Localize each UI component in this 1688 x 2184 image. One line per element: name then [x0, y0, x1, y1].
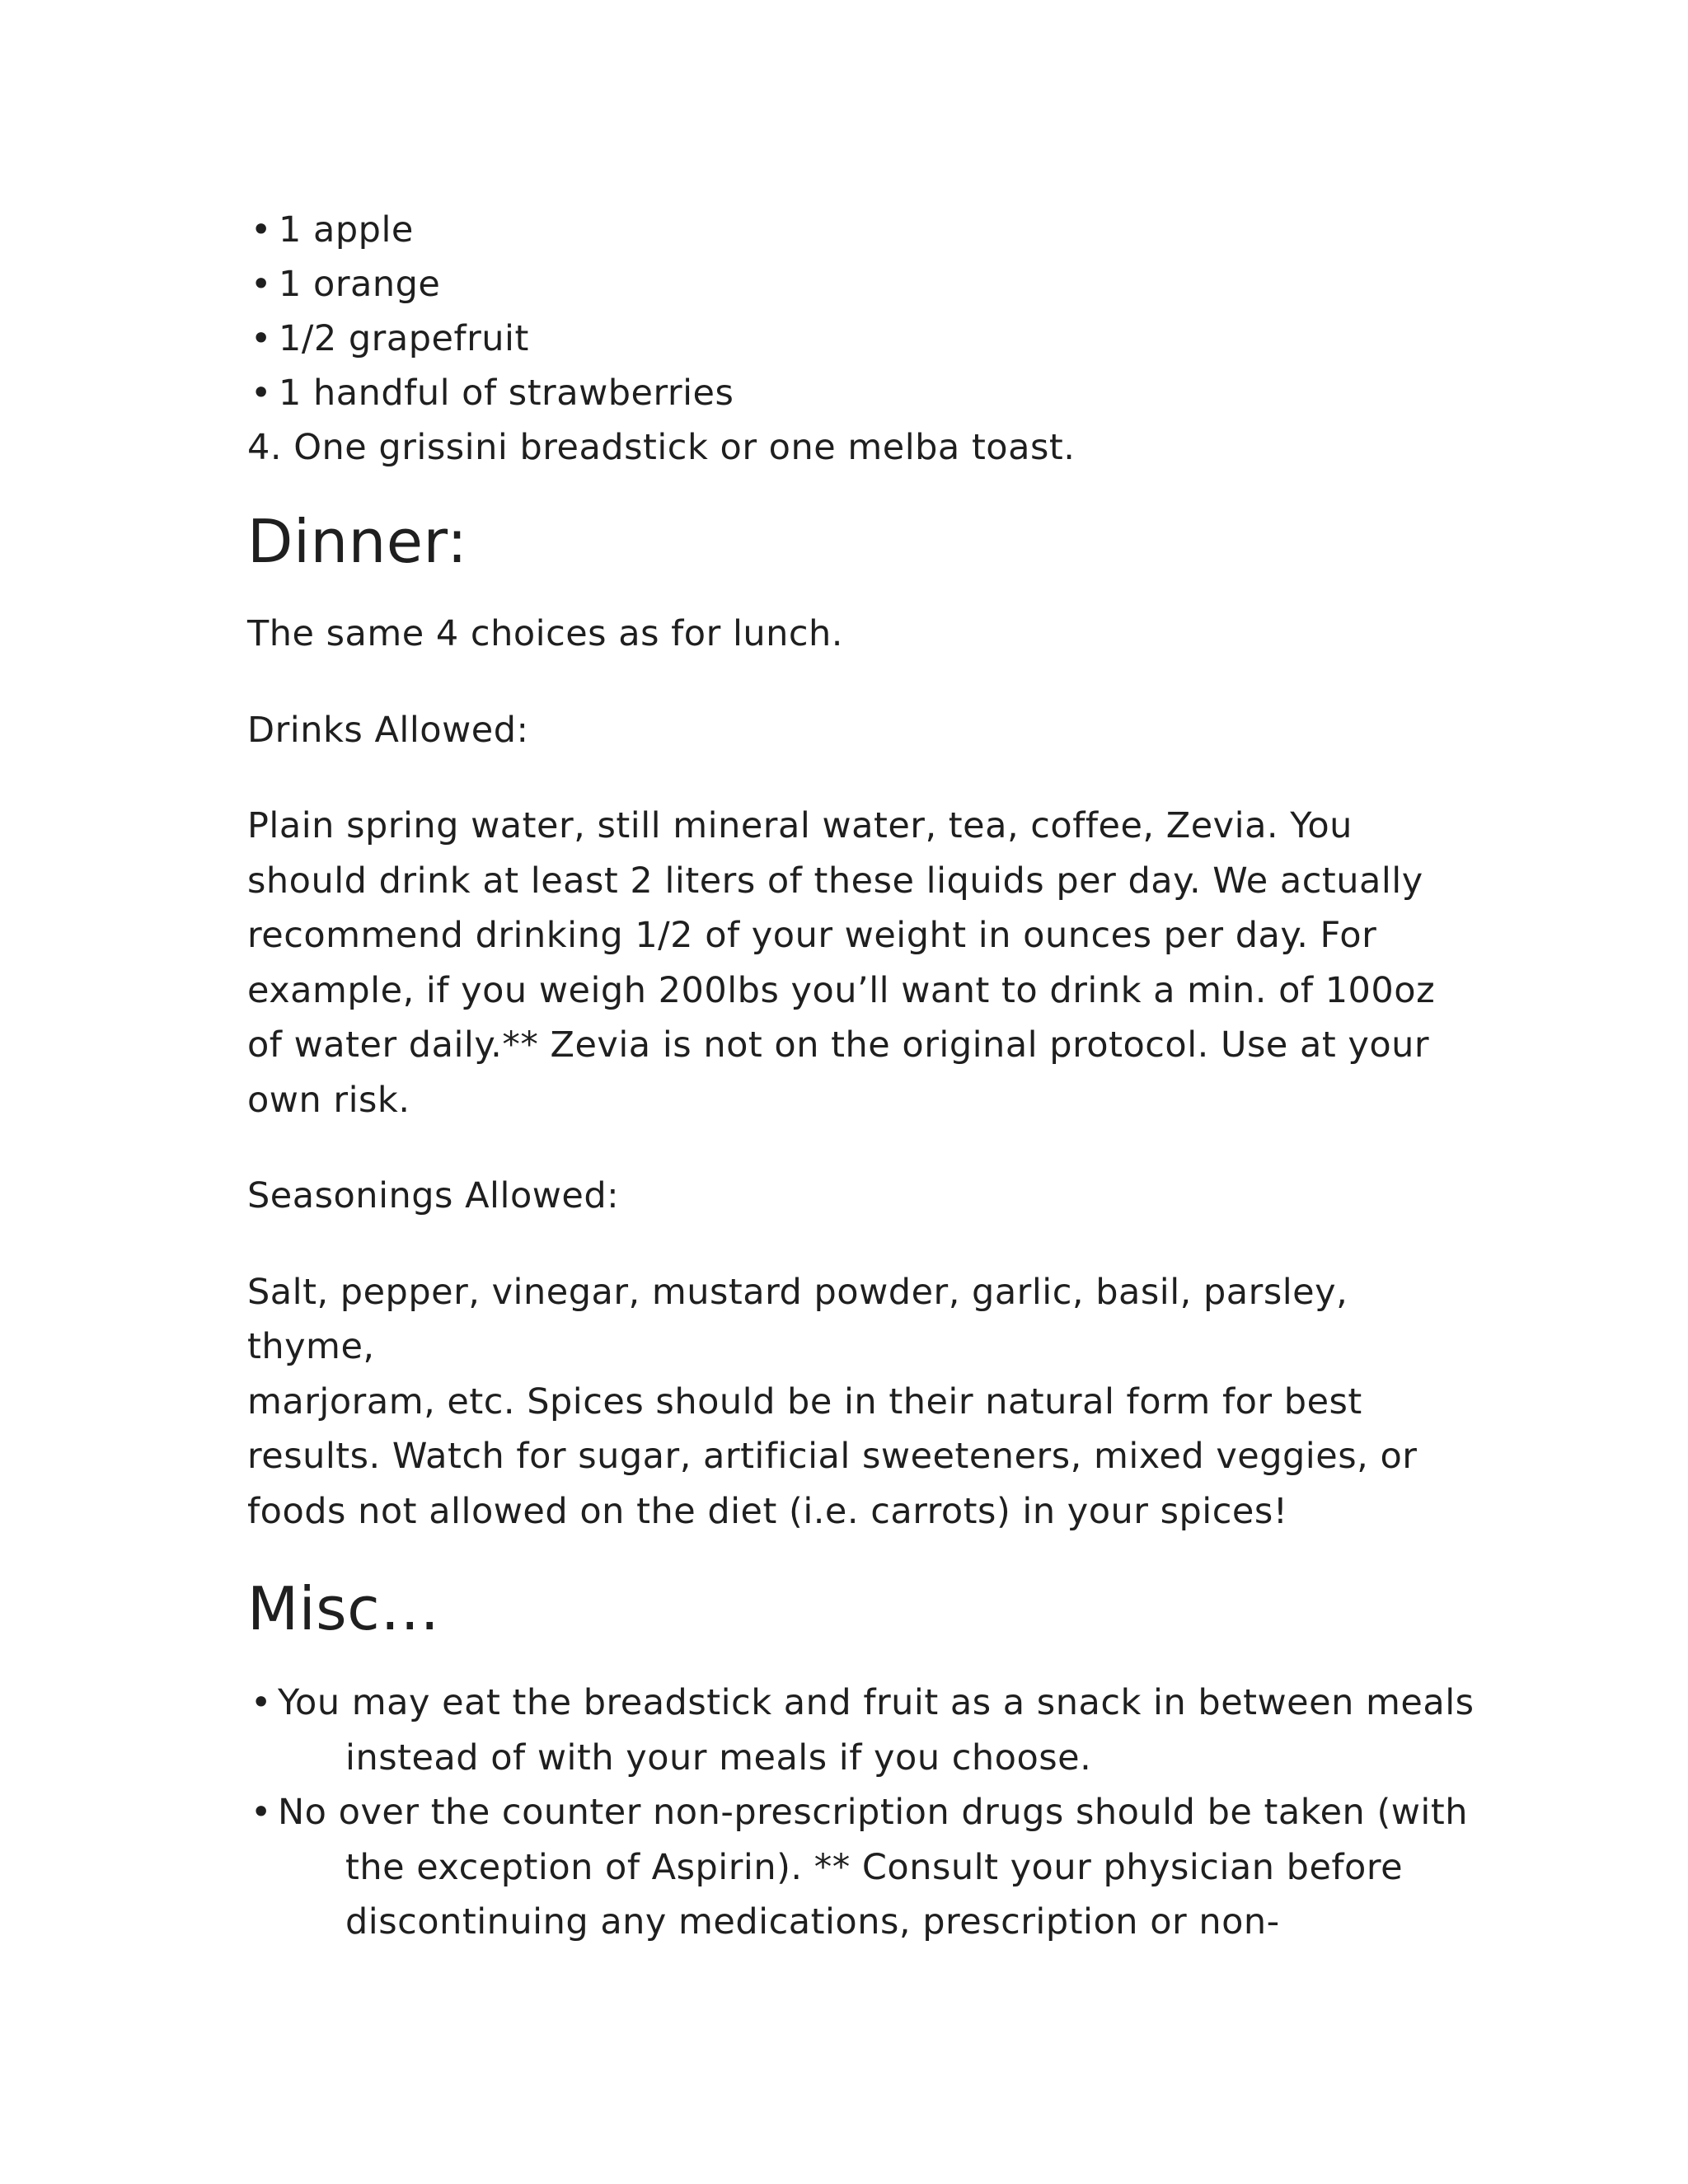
list-item-continuation: instead of with your meals if you choose.	[345, 1736, 1092, 1779]
seasonings-label: Seasonings Allowed:	[247, 1175, 620, 1216]
paragraph-line: Plain spring water, still mineral water, tea, coffee, Zevia. You	[247, 805, 1353, 846]
list-item-continuation: discontinuing any medications, prescription or non-	[345, 1901, 1280, 1943]
bullet-marker: •	[251, 209, 272, 251]
list-item	[247, 203, 1451, 257]
bullet-marker: •	[251, 1682, 272, 1723]
list-item-continuation: the exception of Aspirin). ** Consult your physician before	[345, 1846, 1404, 1888]
list-item-text: 1 orange	[279, 264, 441, 305]
paragraph-line: marjoram, etc. Spices should be in their natural form for best	[247, 1380, 1362, 1422]
list-item	[247, 1785, 1468, 1950]
paragraph-line: own risk.	[247, 1079, 410, 1121]
list-item	[247, 257, 1451, 312]
paragraph-line: foods not allowed on the diet (i.e. carrots) in your spices!	[247, 1490, 1288, 1532]
bullet-marker: •	[251, 318, 272, 359]
dinner-heading: Dinner:	[247, 507, 468, 576]
paragraph-line: of water daily.** Zevia is not on the original protocol. Use at your	[247, 1024, 1430, 1066]
misc-heading: Misc…	[247, 1574, 440, 1643]
paragraph-line: recommend drinking 1/2 of your weight in ounces per day. For	[247, 915, 1377, 956]
bullet-marker: •	[251, 1792, 272, 1833]
list-item	[247, 1675, 1475, 1785]
list-item-text: No over the counter non-prescription drugs should be taken (with	[278, 1792, 1468, 1833]
drinks-paragraph	[247, 799, 1451, 1127]
bullet-marker: •	[251, 373, 272, 414]
dinner-text: The same 4 choices as for lunch.	[247, 613, 843, 654]
seasonings-paragraph	[247, 1265, 1451, 1540]
paragraph-line: example, if you weigh 200lbs you’ll want to drink a min. of 100oz	[247, 969, 1436, 1011]
numbered-item: 4. One grissini breadstick or one melba toast.	[247, 427, 1076, 468]
page-content	[247, 203, 1475, 1950]
list-item-text: 1 apple	[279, 209, 414, 251]
list-item	[247, 366, 1451, 420]
list-item	[247, 312, 1451, 366]
fruit-list	[247, 203, 1451, 475]
bullet-marker: •	[251, 264, 272, 305]
paragraph-line: should drink at least 2 liters of these liquids per day. We actually	[247, 860, 1423, 902]
list-item-text: 1/2 grapefruit	[279, 318, 529, 359]
drinks-label: Drinks Allowed:	[247, 709, 529, 751]
list-item-text: 1 handful of strawberries	[279, 373, 734, 414]
misc-list	[247, 1675, 1475, 1950]
paragraph-line: results. Watch for sugar, artificial sweeteners, mixed veggies, or	[247, 1436, 1418, 1477]
list-item-text: You may eat the breadstick and fruit as a snack in between meals	[278, 1682, 1475, 1723]
paragraph-line: Salt, pepper, vinegar, mustard powder, garlic, basil, parsley, thyme,	[247, 1271, 1348, 1367]
